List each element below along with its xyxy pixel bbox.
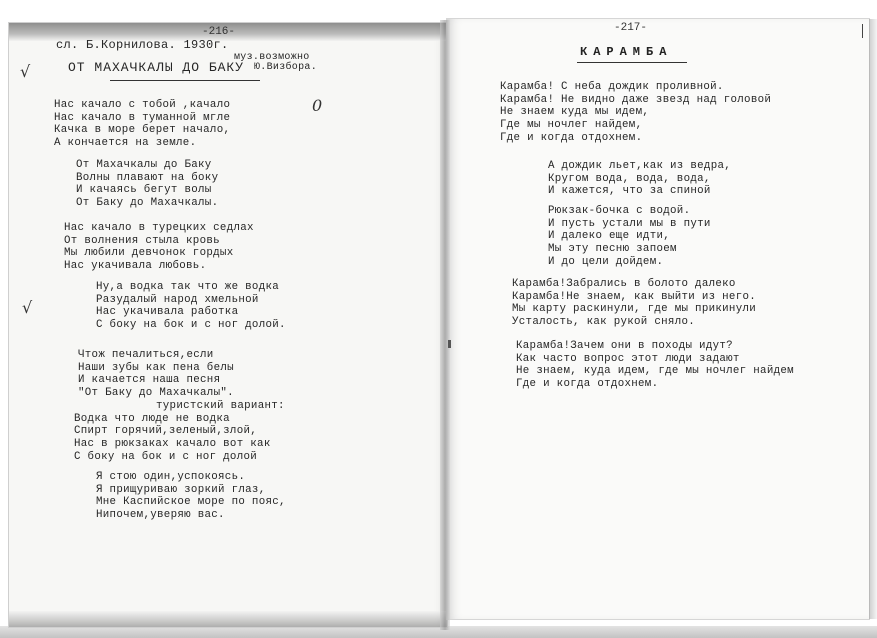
verse-line: Нипочем,уверяю вас.: [96, 509, 225, 522]
verse-line: Нас укачивала работка: [96, 306, 239, 319]
verse-line: Я прищуриваю зоркий глаз,: [96, 483, 266, 496]
verse-line: Мы любили девчонок гордых: [64, 247, 234, 260]
stanza-right-5: [516, 327, 794, 391]
title-underline-left: [110, 80, 260, 81]
verse-line: Не знаем куда мы идем,: [500, 106, 650, 119]
verse-line: С боку на бок и с ног долой.: [96, 319, 286, 332]
verse-line: Нас укачивала любовь.: [64, 260, 207, 273]
verse-line: Ну,а водка так что же водка: [96, 280, 280, 293]
stanza-left-4: [96, 268, 286, 332]
stanza-left-3: [64, 209, 254, 273]
verse-line: Нас качало с тобой ,качало: [54, 98, 231, 111]
verse-line: И пусть устали мы в пути: [548, 217, 711, 230]
stanza-right-4: [512, 265, 756, 329]
verse-line: Не знаем, куда идем, где мы ночлег найдем: [516, 365, 794, 378]
verse-line: Я стою один,успокоясь.: [96, 470, 246, 483]
scan-mark: [448, 340, 451, 348]
right-page-number: -217-: [614, 22, 648, 34]
song-subtitle-line2: Ю.Визбора.: [254, 62, 318, 73]
verse-line: Разудалый народ хмельной: [96, 293, 259, 306]
verse-line: Карамба!Забрались в болото далеко: [512, 277, 736, 290]
scan-mark: [862, 24, 863, 38]
stanza-left-1: [54, 86, 230, 150]
scan-shadow-bottom: [9, 611, 447, 627]
margin-check-mark: √: [22, 298, 33, 317]
stanza-right-1: [500, 68, 771, 145]
verse-line: Волны плавают на боку: [76, 171, 219, 184]
verse-line: Спирт горячий,зеленый,злой,: [74, 425, 258, 438]
verse-line: Рюкзак-бочка с водой.: [548, 204, 691, 217]
song-subtitle-line1: муз.возможно: [234, 52, 310, 63]
stanza-left-2: [76, 146, 218, 210]
verse-line: А кончается на земле.: [54, 137, 197, 150]
verse-line: И качается наша песня: [78, 374, 221, 387]
verse-line: Кругом вода, вода, вода,: [548, 172, 711, 185]
verse-line: А дождик льет,как из ведра,: [548, 159, 732, 172]
verse-line: Как часто вопрос этот люди задают: [516, 352, 740, 365]
left-page-number: -216-: [202, 26, 236, 38]
verse-line: Мне Каспийское море по пояс,: [96, 496, 286, 509]
song-title-left: ОТ МАХАЧКАЛЫ ДО БАКУ: [68, 60, 245, 75]
verse-line: "От Баку до Махачкалы".: [78, 387, 234, 400]
verse-line: От Баку до Махачкалы.: [76, 197, 219, 210]
verse-line: И качаясь бегут волы: [76, 184, 212, 197]
handwritten-mark: 0: [312, 96, 323, 115]
stanza-left-7: [96, 458, 286, 522]
verse-line: Чтож печалиться,если: [78, 348, 214, 361]
verse-line: Где и когда отдохнем.: [516, 378, 659, 391]
verse-line: Карамба!Зачем они в походы идут?: [516, 339, 733, 352]
stanza-left-6: [74, 387, 285, 464]
verse-line: От Махачкалы до Баку: [76, 158, 212, 171]
verse-line: И до цели дойдем.: [548, 255, 664, 268]
verse-line: Где мы ночлег найдем,: [500, 119, 643, 132]
verse-line: Нас в рюкзаках качало вот как: [74, 438, 271, 451]
verse-line: С боку на бок и с ног долой: [74, 450, 258, 463]
verse-line: Качка в море берет начало,: [54, 124, 231, 137]
verse-line: И далеко еще идти,: [548, 230, 671, 243]
margin-check-mark: √: [20, 62, 31, 81]
left-page-header: сл. Б.Корнилова. 1930г.: [56, 38, 229, 52]
verse-line: Нас качало в туманной мгле: [54, 111, 231, 124]
title-underline-right: [577, 62, 687, 63]
verse-line: Наши зубы как пена белы: [78, 361, 234, 374]
verse-line: Мы карту раскинули, где мы прикинули: [512, 303, 757, 316]
book-gutter: [440, 20, 450, 630]
scan-shadow-right: [869, 19, 877, 619]
verse-line: Усталость, как рукой сняло.: [512, 316, 696, 329]
verse-line: Где и когда отдохнем.: [500, 131, 643, 144]
verse-line: Карамба! С неба дождик проливной.: [500, 80, 724, 93]
verse-line: Мы эту песню запоем: [548, 243, 677, 256]
stanza-right-3: [548, 192, 711, 269]
verse-line: Нас качало в турецких седлах: [64, 221, 254, 234]
verse-line: Карамба!Не знаем, как выйти из него.: [512, 290, 757, 303]
verse-line: Водка что люде не водка: [74, 412, 230, 425]
verse-line: И кажется, что за спиной: [548, 185, 711, 198]
verse-line: От волнения стыла кровь: [64, 234, 220, 247]
song-title-right: КАРАМБА: [580, 45, 673, 59]
stanza-right-2: [548, 147, 731, 198]
verse-line: Карамба! Не видно даже звезд над головой: [500, 93, 772, 106]
variant-heading: туристский вариант:: [156, 399, 285, 412]
